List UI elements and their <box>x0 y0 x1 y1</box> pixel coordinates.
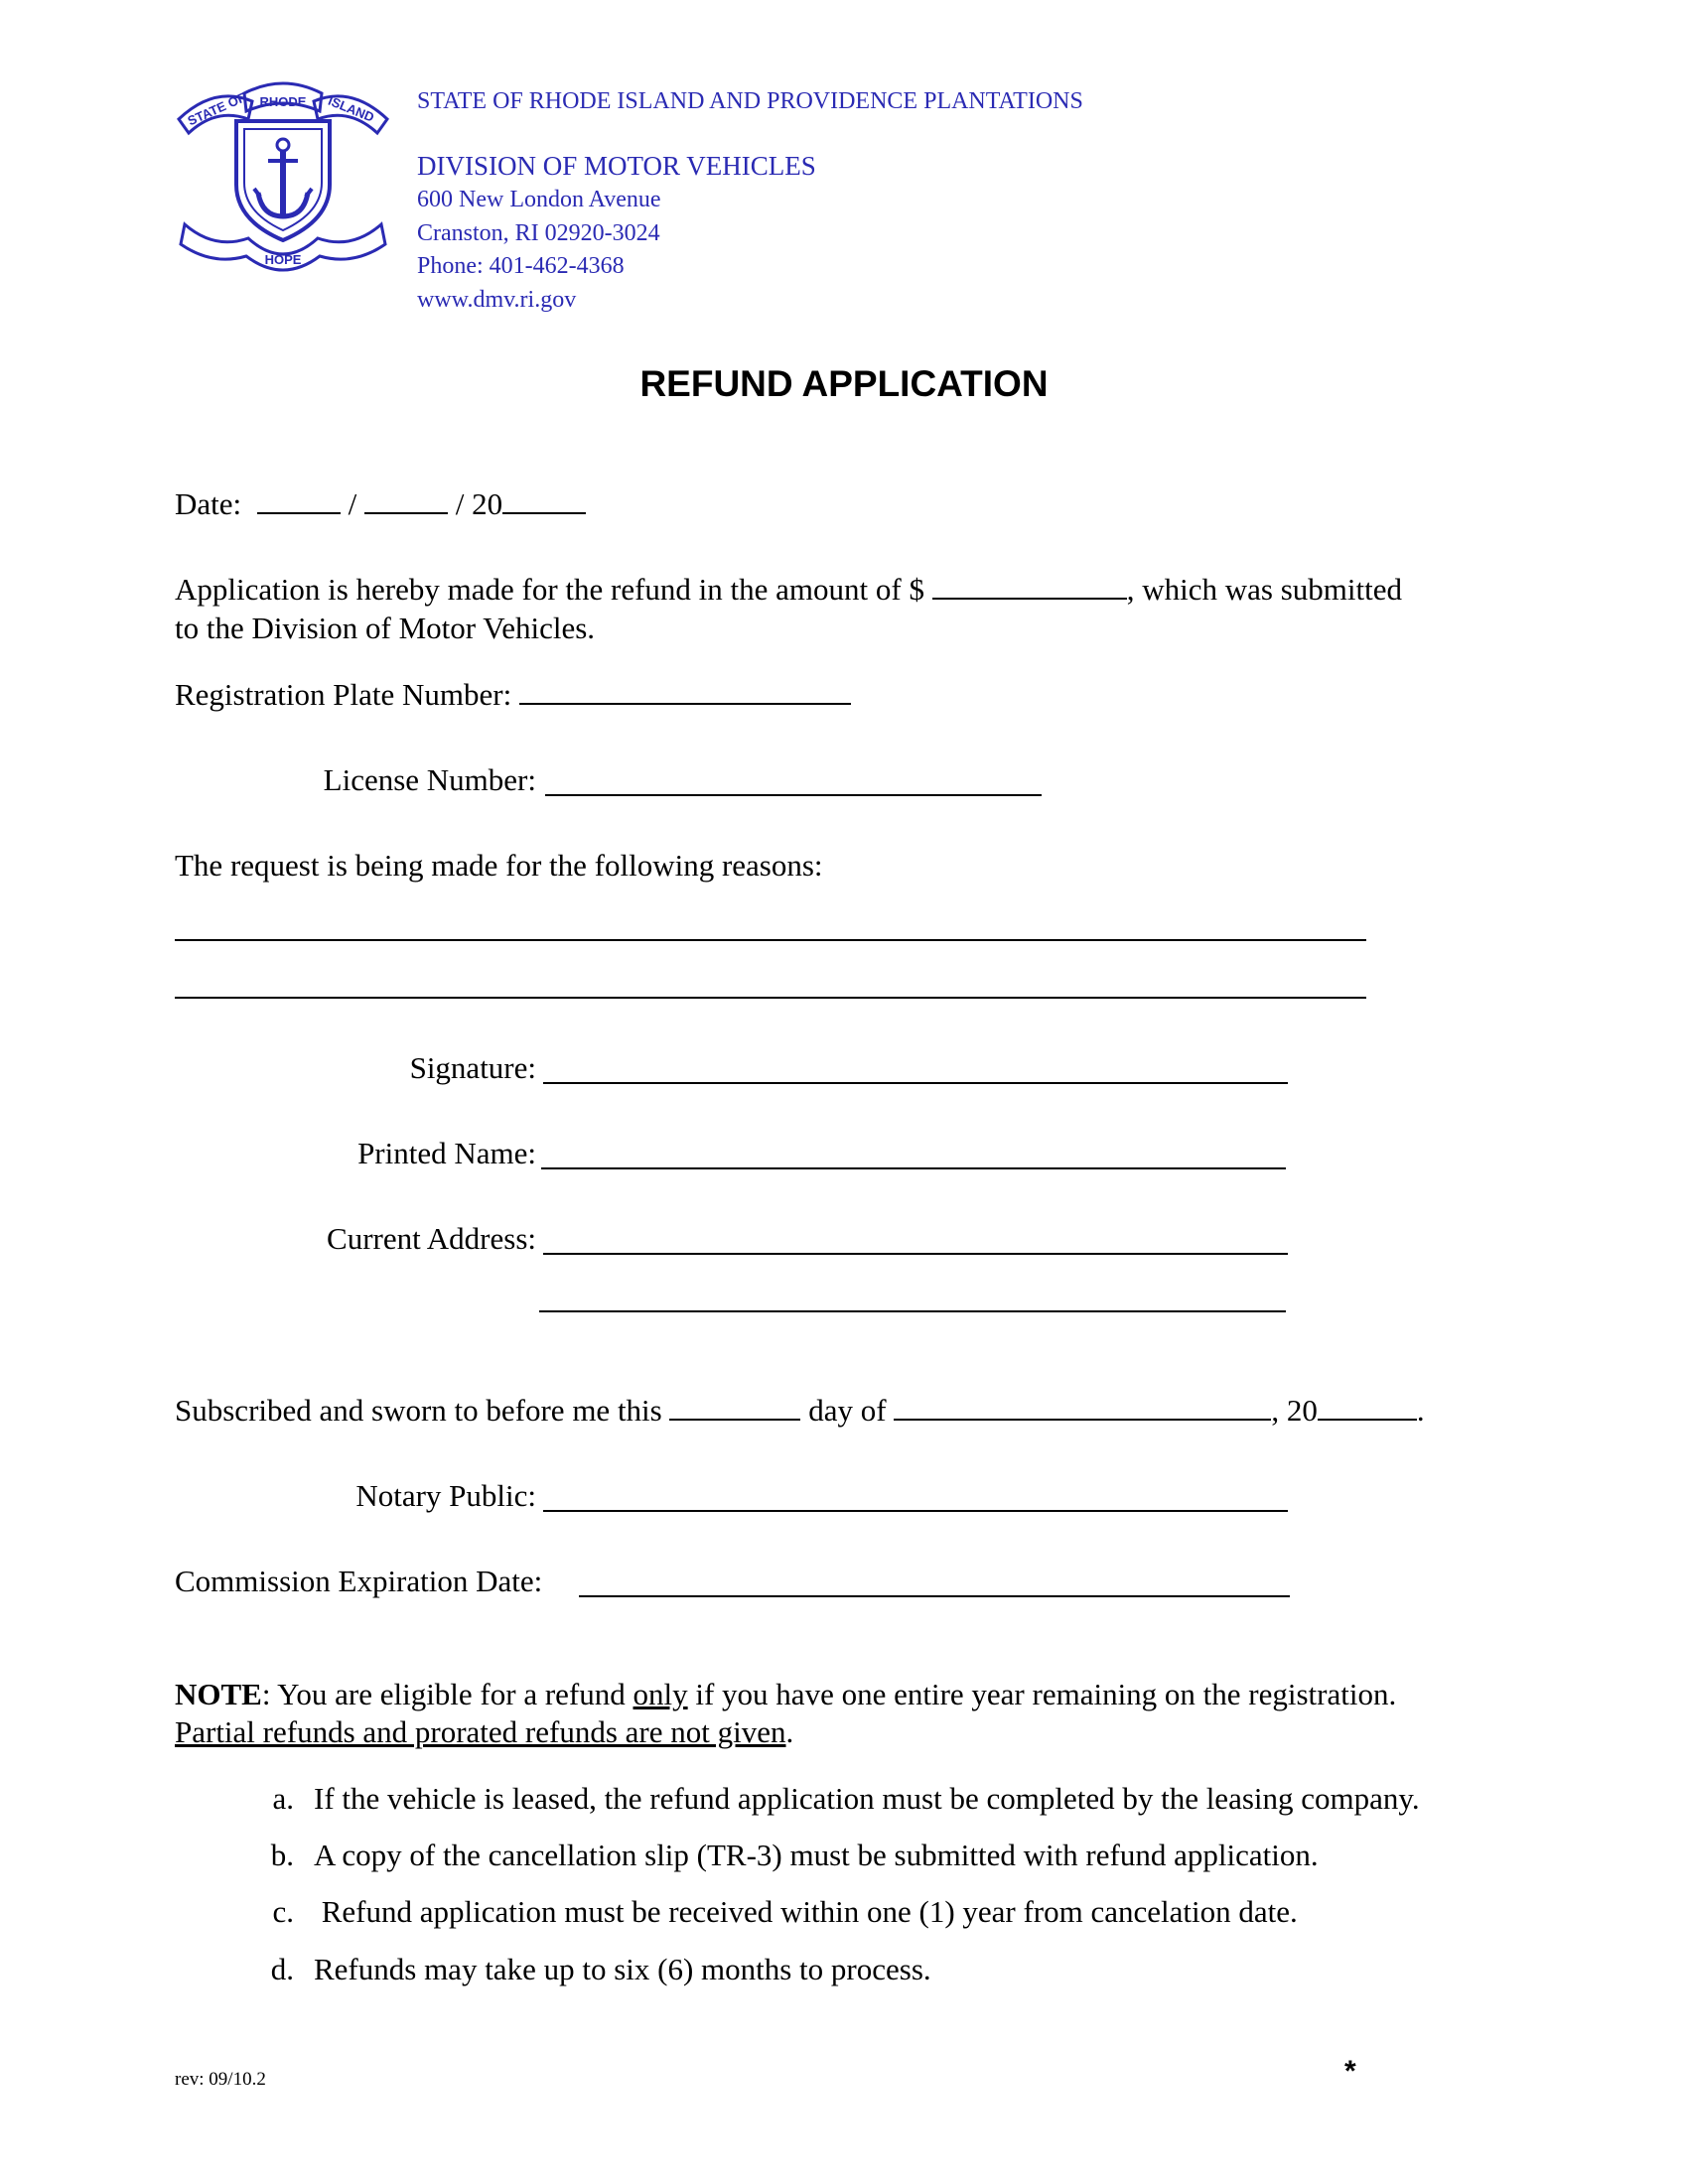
date-label: Date: <box>175 486 242 521</box>
plate-label: Registration Plate Number: <box>175 677 512 712</box>
note-line-1 <box>175 1677 1396 1712</box>
seal-text-state-of: STATE OF <box>185 89 248 129</box>
seal-text-rhode: RHODE <box>259 94 307 109</box>
page-title: REFUND APPLICATION <box>639 363 1049 404</box>
refund-amount-field[interactable] <box>932 572 1127 600</box>
note-no-partial-refunds: Partial refunds and prorated refunds are not given <box>175 1714 786 1749</box>
date-row <box>175 486 586 522</box>
website-link[interactable]: www.dmv.ri.gov <box>417 287 577 313</box>
note-text-before: You are eligible for a refund <box>270 1677 633 1711</box>
current-address-field-line-1[interactable] <box>543 1253 1288 1255</box>
list-item-text: Refund application must be received within one (1) year from cancelation date. <box>314 1894 1298 1929</box>
reasons-label: The request is being made for the following reasons: <box>175 848 823 883</box>
revision-label: rev: 09/10.2 <box>175 2069 266 2090</box>
date-separator: / <box>348 486 357 521</box>
amount-line-2: to the Division of Motor Vehicles. <box>175 611 596 645</box>
printed-name-label: Printed Name: <box>357 1136 536 1170</box>
rhode-island-state-seal <box>175 75 391 274</box>
sworn-end: . <box>1416 1393 1425 1428</box>
current-address-field-line-2[interactable] <box>539 1310 1286 1312</box>
note-only-emphasis: only <box>633 1677 688 1711</box>
address-street: 600 New London Avenue <box>417 187 661 212</box>
plate-number-field[interactable] <box>519 677 851 705</box>
list-item-letter: c. <box>272 1894 294 1929</box>
date-year-prefix: / 20 <box>455 486 503 521</box>
list-item-text: A copy of the cancellation slip (TR-3) must be submitted with refund application. <box>314 1838 1319 1872</box>
sworn-year-field[interactable] <box>1318 1393 1417 1421</box>
list-item <box>254 1894 1298 1930</box>
seal-text-island: ISLAND <box>326 92 376 125</box>
note-text-after: if you have one entire year remaining on the registration. <box>687 1677 1397 1711</box>
notary-public-field[interactable] <box>543 1510 1288 1512</box>
date-day-field[interactable] <box>364 486 448 514</box>
license-number-field[interactable] <box>545 794 1042 796</box>
note-line-2-end: . <box>785 1714 794 1749</box>
signature-label: Signature: <box>409 1050 536 1085</box>
state-name: STATE OF RHODE ISLAND AND PROVIDENCE PLANTATIONS <box>417 88 1083 114</box>
list-item-letter: b. <box>270 1838 294 1872</box>
footer-asterisk: * <box>1344 2055 1356 2088</box>
sworn-day-field[interactable] <box>669 1393 800 1421</box>
sworn-day-of: day of <box>808 1393 887 1428</box>
license-label: License Number: <box>323 762 536 797</box>
notary-label: Notary Public: <box>355 1478 536 1513</box>
current-address-label: Current Address: <box>327 1221 536 1256</box>
reasons-field-line-2[interactable] <box>175 997 1366 999</box>
sworn-month-field[interactable] <box>894 1393 1271 1421</box>
reasons-field-line-1[interactable] <box>175 939 1366 941</box>
sworn-year-prefix: , 20 <box>1271 1393 1318 1428</box>
date-year-field[interactable] <box>502 486 586 514</box>
note-label: NOTE <box>175 1677 262 1711</box>
commission-label: Commission Expiration Date: <box>175 1564 543 1598</box>
list-item-text: If the vehicle is leased, the refund application must be completed by the leasing company. <box>314 1781 1420 1816</box>
commission-expiration-field[interactable] <box>579 1595 1290 1597</box>
seal-text-hope: HOPE <box>264 252 302 267</box>
note-line-2 <box>175 1714 793 1750</box>
list-item-letter: d. <box>270 1952 294 1986</box>
list-item-letter: a. <box>272 1781 294 1816</box>
sworn-text-start: Subscribed and sworn to before me this <box>175 1393 662 1428</box>
phone-number: Phone: 401-462-4368 <box>417 253 625 279</box>
note-colon: : <box>261 1677 271 1711</box>
division-name: DIVISION OF MOTOR VEHICLES <box>417 151 816 181</box>
date-month-field[interactable] <box>257 486 341 514</box>
sworn-row <box>175 1393 1425 1429</box>
amount-text-end: , which was submitted <box>1126 572 1402 607</box>
address-city: Cranston, RI 02920-3024 <box>417 220 660 246</box>
plate-row <box>175 677 851 713</box>
amount-text-start: Application is hereby made for the refund in the amount of $ <box>175 572 924 607</box>
printed-name-field[interactable] <box>541 1167 1286 1169</box>
list-item <box>254 1838 1319 1873</box>
amount-line <box>175 572 1402 608</box>
list-item <box>254 1781 1420 1817</box>
list-item-text: Refunds may take up to six (6) months to process. <box>314 1952 931 1986</box>
signature-field[interactable] <box>543 1082 1288 1084</box>
list-item <box>254 1952 931 1987</box>
